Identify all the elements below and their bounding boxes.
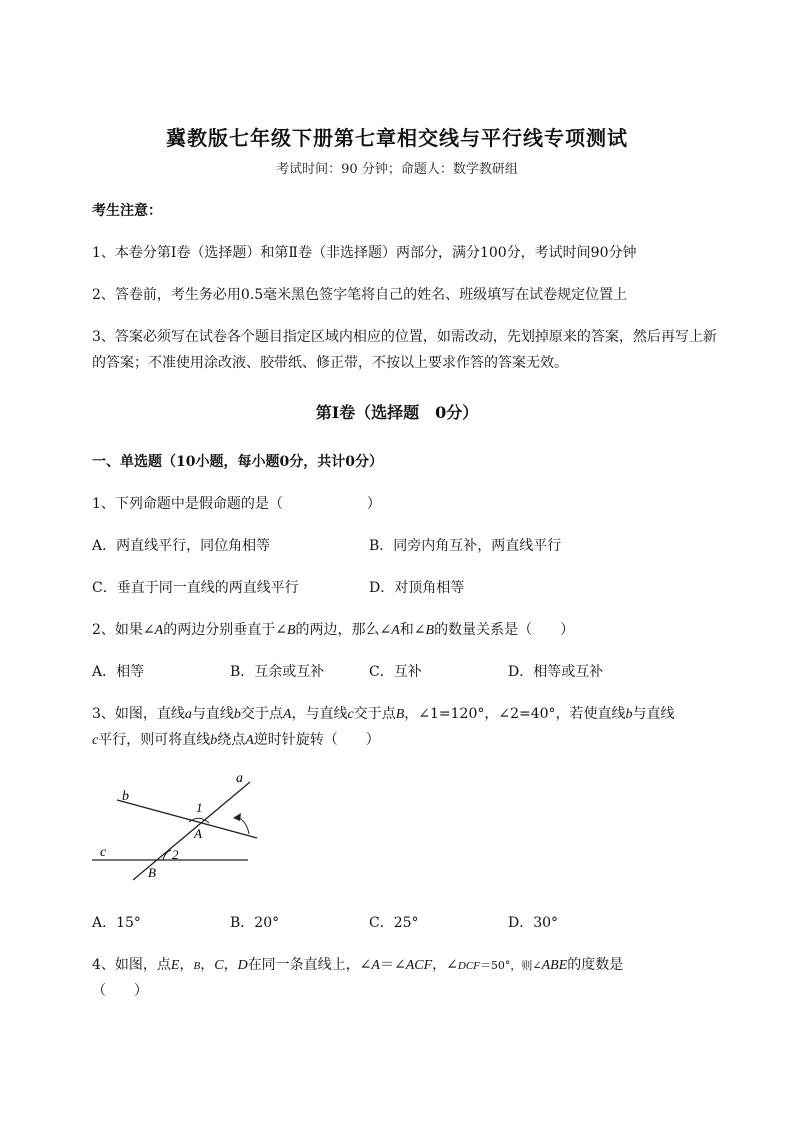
notice-item-3-cont: 的答案；不准使用涂改液、胶带纸、修正带，不按以上要求作答的答案无效。 bbox=[92, 355, 568, 371]
label-c: c bbox=[100, 845, 107, 860]
question-2-stem: 2、如果∠A的两边分别垂直于∠B的两边，那么∠A和∠B的数量关系是（ ） bbox=[92, 622, 575, 638]
notice-heading: 考生注意： bbox=[92, 203, 162, 219]
q3-option-b: B．20° bbox=[230, 915, 280, 931]
q3-option-c: C．25° bbox=[369, 915, 419, 931]
section-title: 第Ⅰ卷（选择题 0分） bbox=[315, 403, 479, 422]
part-heading: 一、单选题（10小题，每小题0分，共计0分） bbox=[92, 454, 383, 470]
label-angle-2: 2 bbox=[172, 847, 179, 862]
question-3-stem-line1: 3、如图，直线a与直线b交于点A，与直线c交于点B，∠1=120°，∠2=40°，若使直线b与直线 bbox=[92, 706, 675, 722]
q2-option-a: A．相等 bbox=[92, 664, 145, 680]
rotation-arrow-icon bbox=[233, 813, 241, 821]
notice-item-3: 3、答案必须写在试卷各个题目指定区域内相应的位置，如需改动，先划掉原来的答案，然后再写上新 bbox=[92, 329, 717, 345]
question-4-stem: 4、如图，点E，B，C，D在同一条直线上，∠A＝∠ACF，∠DCF＝50°，则∠ABE的度数是 bbox=[92, 957, 624, 973]
label-point-b: B bbox=[148, 865, 156, 880]
label-a: a bbox=[236, 771, 243, 786]
q2-option-b: B．互余或互补 bbox=[230, 664, 325, 680]
label-angle-1: 1 bbox=[196, 800, 203, 815]
label-point-a: A bbox=[194, 826, 202, 841]
q1-option-b: B．同旁内角互补，两直线平行 bbox=[369, 538, 562, 554]
q2-option-d: D．相等或互补 bbox=[508, 664, 604, 680]
q3-option-a: A．15° bbox=[92, 915, 141, 931]
label-b: b bbox=[122, 789, 129, 804]
q1-option-a: A．两直线平行，同位角相等 bbox=[92, 538, 271, 554]
notice-item-1: 1、本卷分第Ⅰ卷（选择题）和第Ⅱ卷（非选择题）两部分，满分100分，考试时间90分钟 bbox=[92, 245, 637, 261]
q2-option-c: C．互补 bbox=[369, 664, 422, 680]
q1-option-c: C．垂直于同一直线的两直线平行 bbox=[92, 580, 299, 596]
notice-item-2: 2、答卷前，考生务必用0.5毫米黑色签字笔将自己的姓名、班级填写在试卷规定位置上 bbox=[92, 287, 628, 303]
q3-option-d: D．30° bbox=[508, 915, 559, 931]
q1-option-d: D．对顶角相等 bbox=[369, 580, 465, 596]
question-4-answer-blank: （ ） bbox=[92, 983, 148, 999]
exam-info: 考试时间：90 分钟；命题人：数学教研组 bbox=[276, 162, 518, 177]
question-3-stem-line2: c平行，则可将直线b绕点A逆时针旋转（ ） bbox=[92, 732, 380, 748]
question-1-stem: 1、下列命题中是假命题的是（ ） bbox=[92, 496, 381, 512]
page-title: 冀教版七年级下册第七章相交线与平行线专项测试 bbox=[166, 126, 628, 150]
